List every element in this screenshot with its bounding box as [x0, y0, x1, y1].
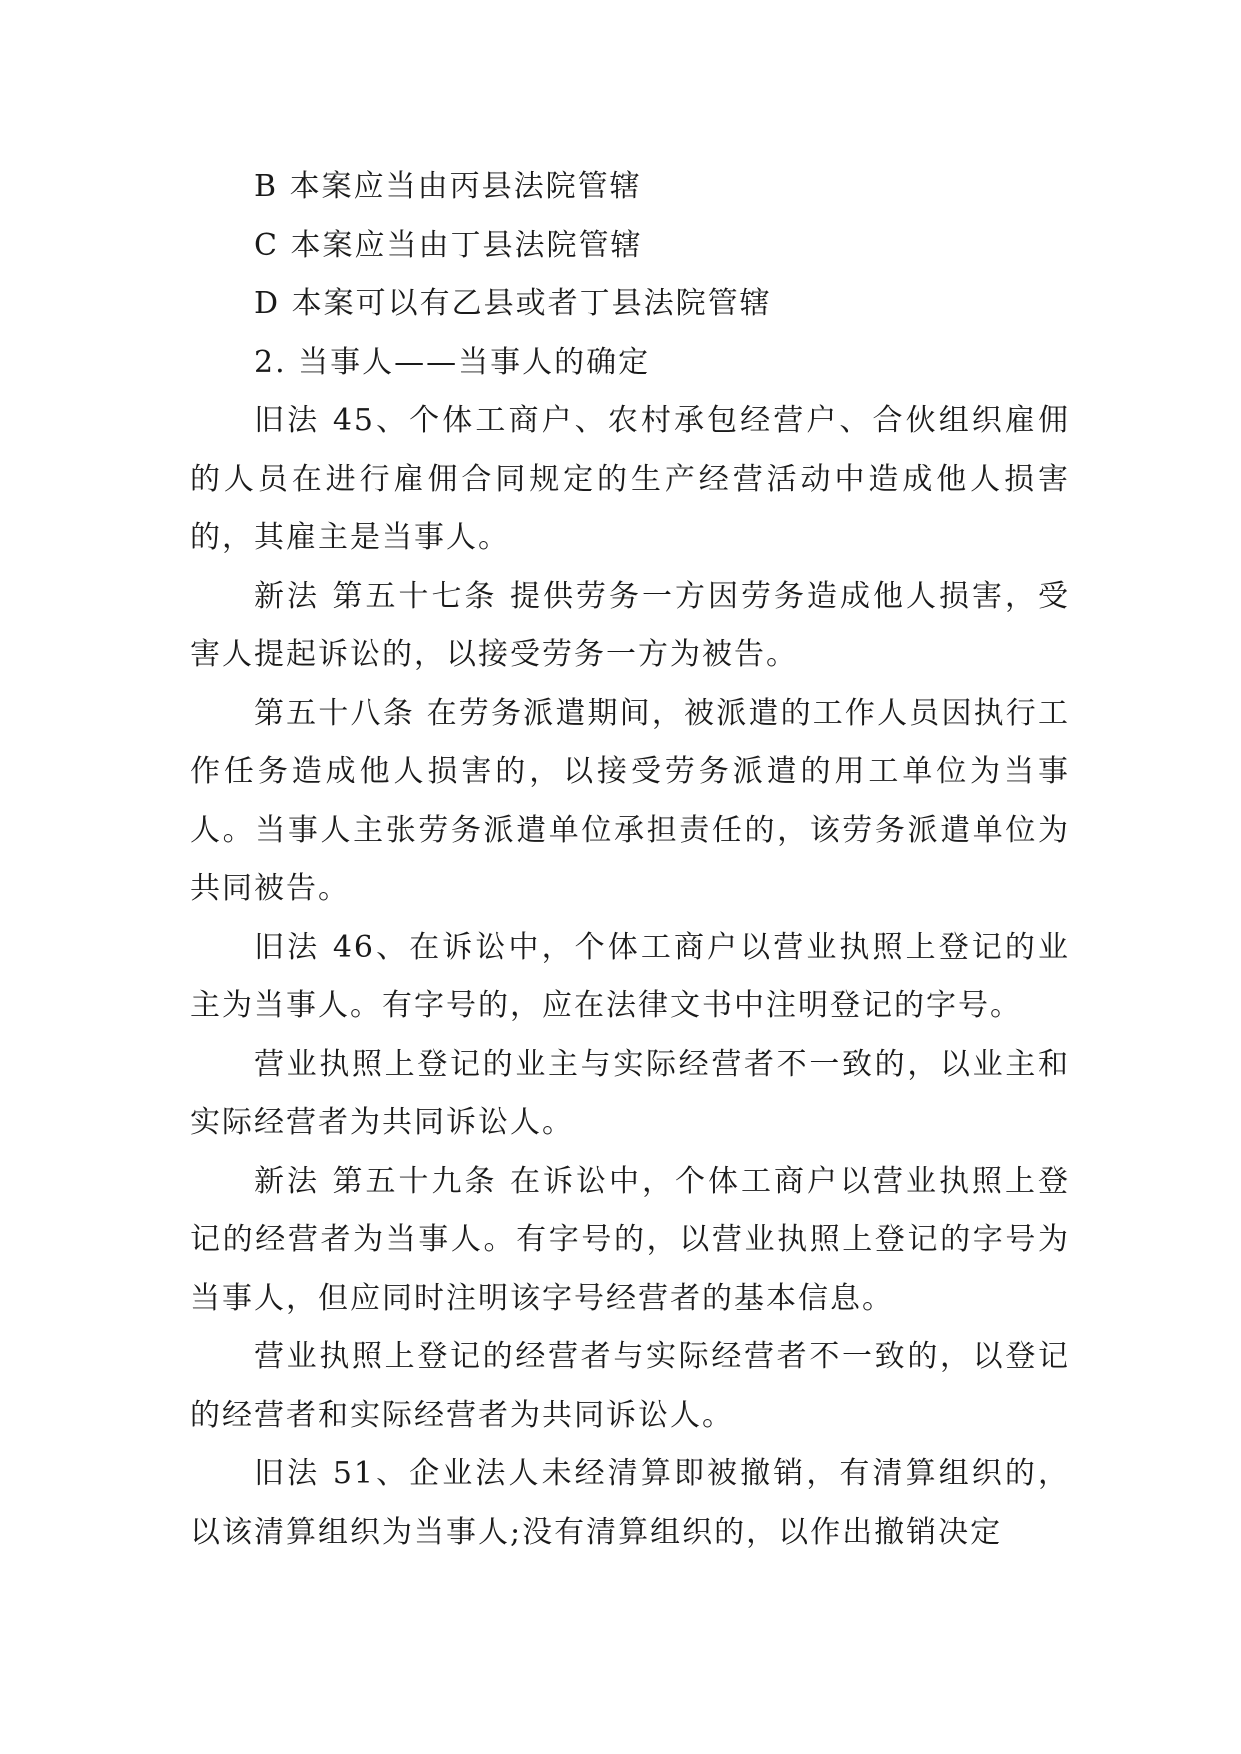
section-heading: 2. 当事人——当事人的确定 [254, 344, 651, 380]
option-b: B 本案应当由丙县法院管辖 [254, 169, 642, 204]
new-law-59-para2: 营业执照上登记的经营者与实际经营者不一致的，以登记的经营者和实际经营者为共同诉讼人。 [190, 1339, 1070, 1433]
new-law-59: 新法 第五十九条 在诉讼中，个体工商户以营业执照上登记的经营者为当事人。有字号的，以营业执照上登记的字号为当事人，但应同时注明该字号经营者的基本信息。 [190, 1163, 1070, 1316]
old-law-51: 旧法 51、企业法人未经清算即被撤销，有清算组织的，以该清算组织为当事人;没有清算组织的，以作出撤销决定 [190, 1456, 1070, 1550]
old-law-46-para2: 营业执照上登记的业主与实际经营者不一致的，以业主和实际经营者为共同诉讼人。 [190, 1046, 1070, 1140]
old-law-46: 旧法 46、在诉讼中，个体工商户以营业执照上登记的业主为当事人。有字号的，应在法律文书中注明登记的字号。 [190, 929, 1070, 1023]
option-d: D 本案可以有乙县或者丁县法院管辖 [254, 286, 772, 321]
document-body [190, 158, 1070, 1562]
old-law-45: 旧法 45、个体工商户、农村承包经营户、合伙组织雇佣的人员在进行雇佣合同规定的生产经营活动中造成他人损害的，其雇主是当事人。 [190, 403, 1070, 555]
new-law-58: 第五十八条 在劳务派遣期间，被派遣的工作人员因执行工作任务造成他人损害的，以接受劳务派遣的用工单位为当事人。当事人主张劳务派遣单位承担责任的，该劳务派遣单位为共同被告。 [190, 695, 1070, 906]
new-law-57: 新法 第五十七条 提供劳务一方因劳务造成他人损害，受害人提起诉讼的，以接受劳务一方为被告。 [190, 578, 1070, 672]
option-c: C 本案应当由丁县法院管辖 [254, 227, 643, 263]
